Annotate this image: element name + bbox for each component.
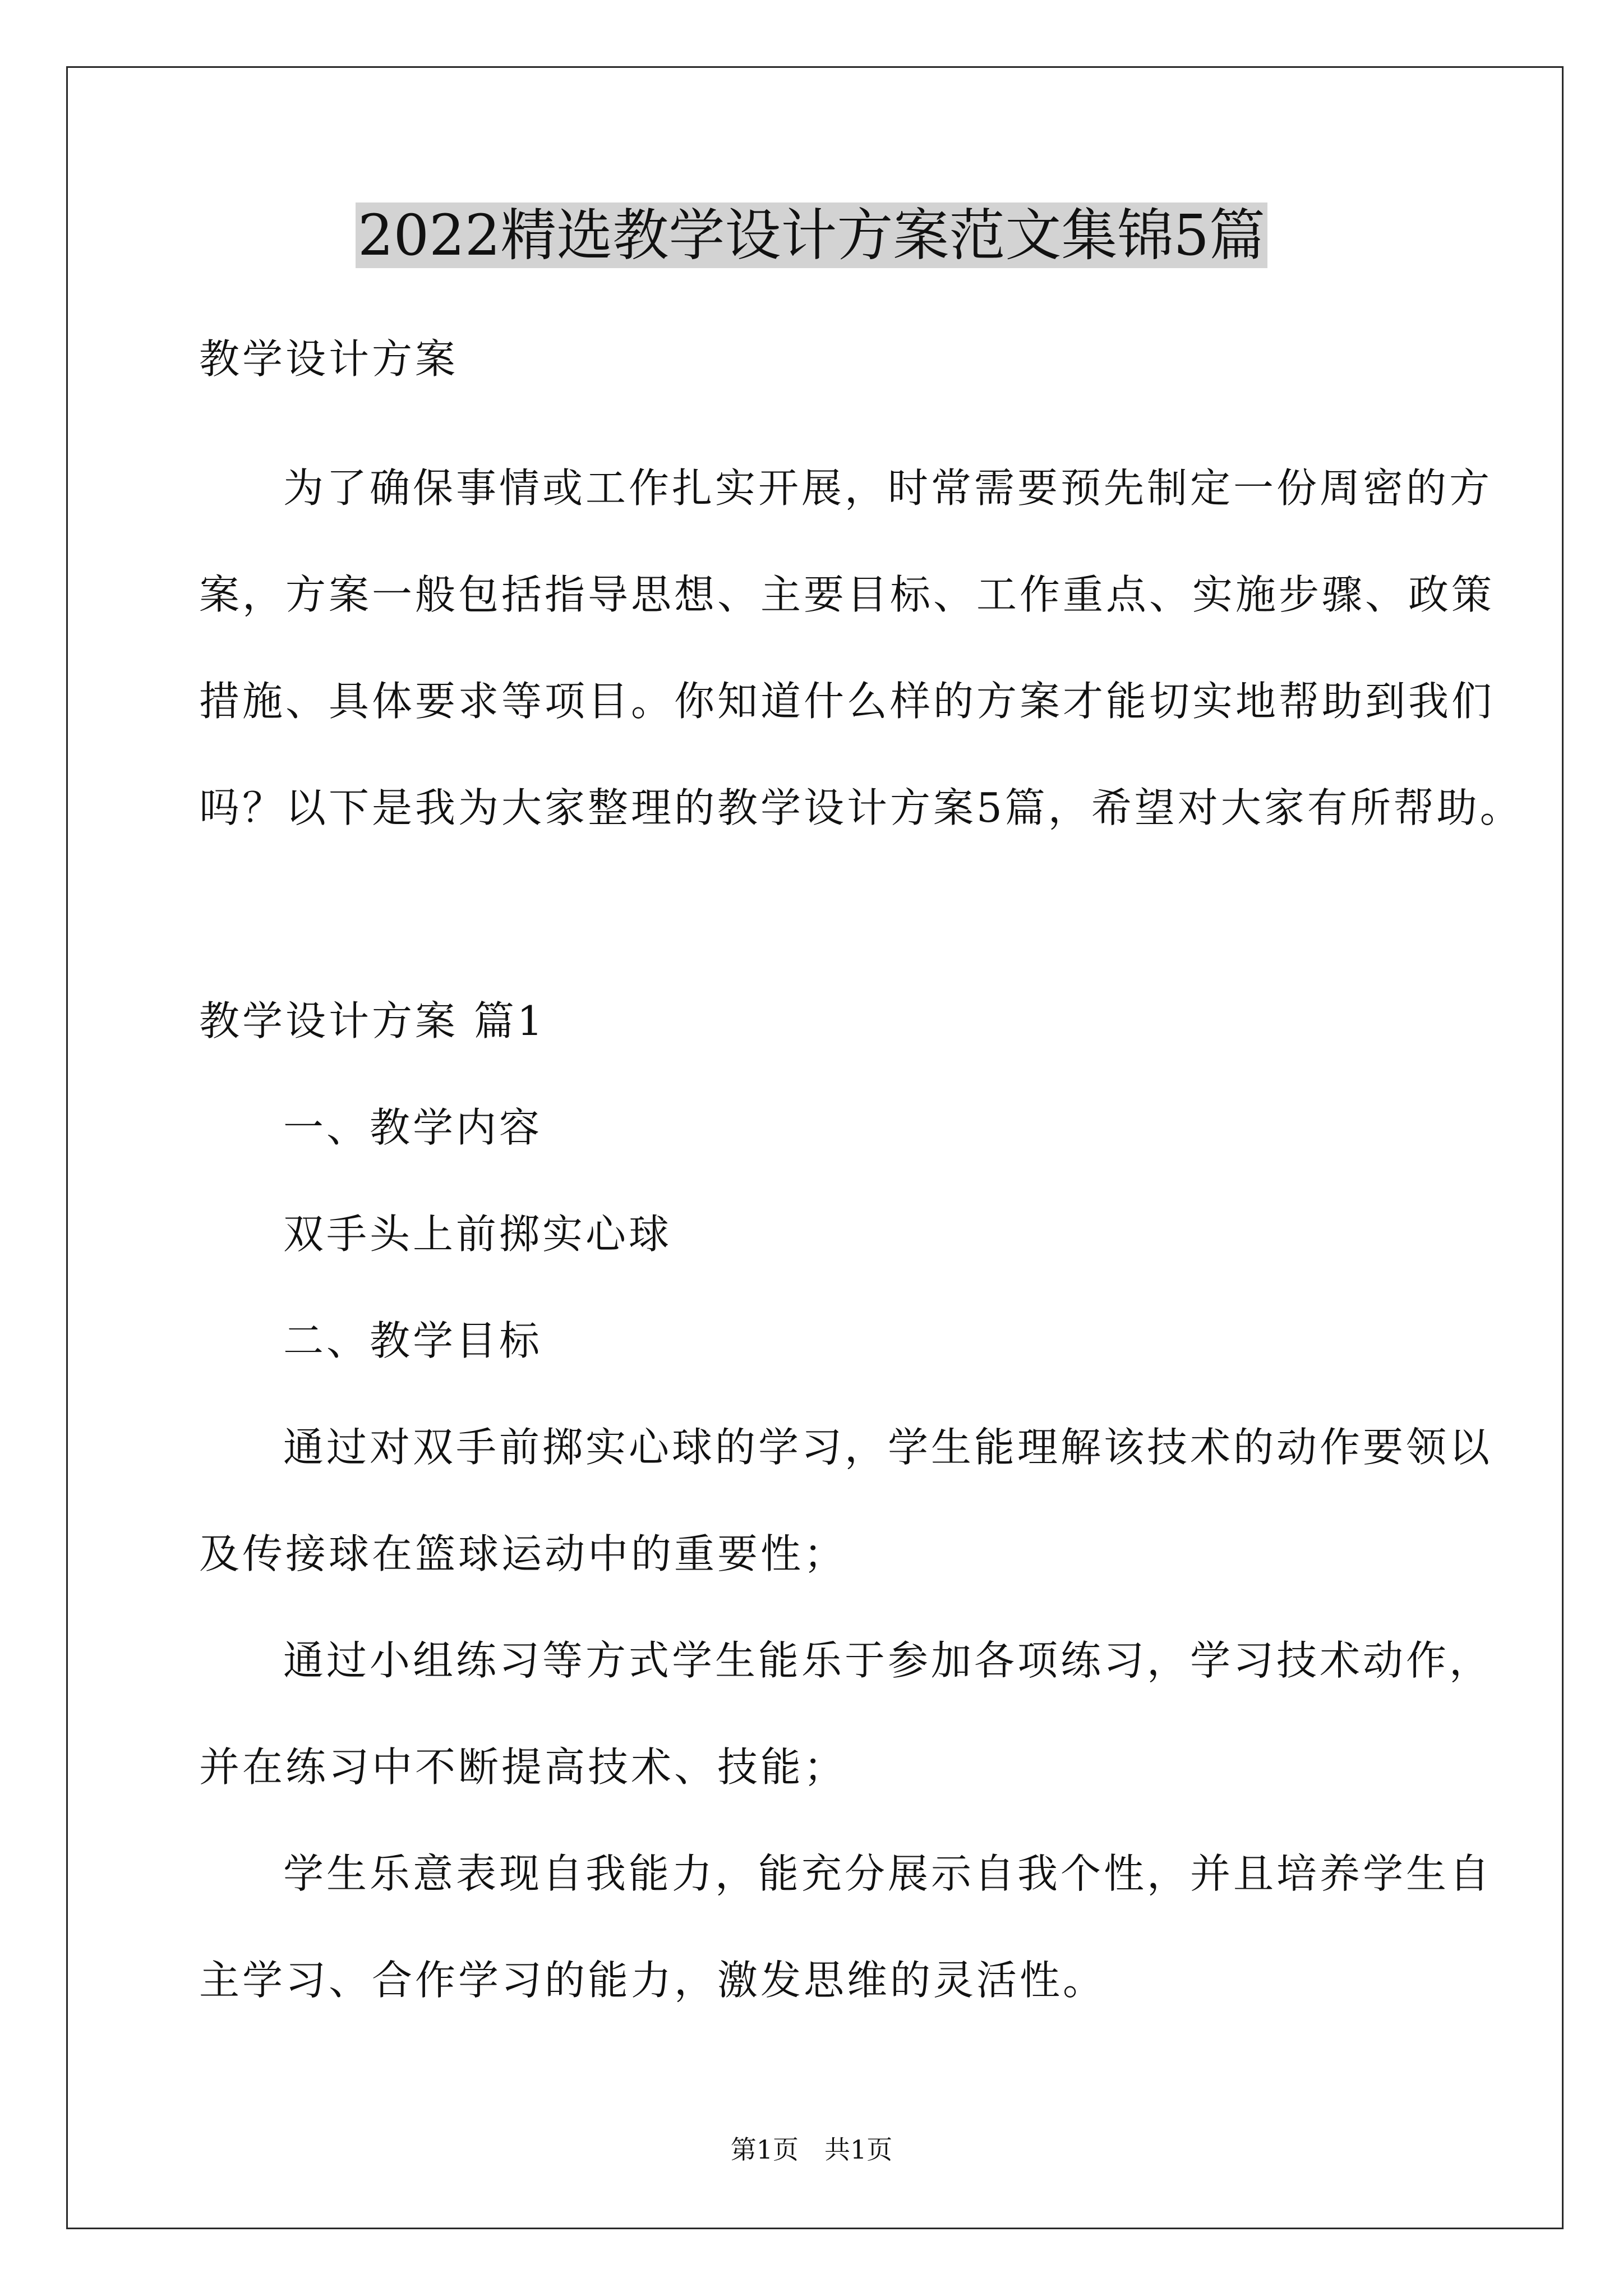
content-text: 双手头上前掷实心球 xyxy=(283,1211,672,1258)
goal2-line-1: 通过小组练习等方式学生能乐于参加各项练习，学习技术动作， xyxy=(283,1637,1493,1684)
intro-line-2: 案，方案一般包括指导思想、主要目标、工作重点、实施步骤、政策 xyxy=(199,571,1495,618)
goal1-line-2: 及传接球在篮球运动中的重要性； xyxy=(199,1530,847,1577)
document-title xyxy=(0,202,1623,269)
intro-line-4: 吗？以下是我为大家整理的教学设计方案5篇，希望对大家有所帮助。 xyxy=(199,784,1523,831)
page-footer: 第1页 共1页 xyxy=(730,2134,893,2165)
content-heading: 一、教学内容 xyxy=(283,1104,543,1151)
intro-heading: 教学设计方案 xyxy=(199,335,459,383)
goal3-line-2: 主学习、合作学习的能力，激发思维的灵活性。 xyxy=(199,1957,1106,2004)
goal1-line-1: 通过对双手前掷实心球的学习，学生能理解该技术的动作要领以 xyxy=(283,1424,1493,1471)
intro-line-1: 为了确保事情或工作扎实开展，时常需要预先制定一份周密的方 xyxy=(283,464,1493,512)
goal3-line-1: 学生乐意表现自我能力，能充分展示自我个性，并且培养学生自 xyxy=(283,1850,1493,1897)
intro-line-3: 措施、具体要求等项目。你知道什么样的方案才能切实地帮助到我们 xyxy=(199,678,1495,725)
document-title-text: 2022精选教学设计方案范文集锦5篇 xyxy=(356,203,1267,268)
section1-heading: 教学设计方案 篇1 xyxy=(199,997,546,1045)
goal-heading: 二、教学目标 xyxy=(283,1317,543,1364)
goal2-line-2: 并在练习中不断提高技术、技能； xyxy=(199,1743,847,1791)
